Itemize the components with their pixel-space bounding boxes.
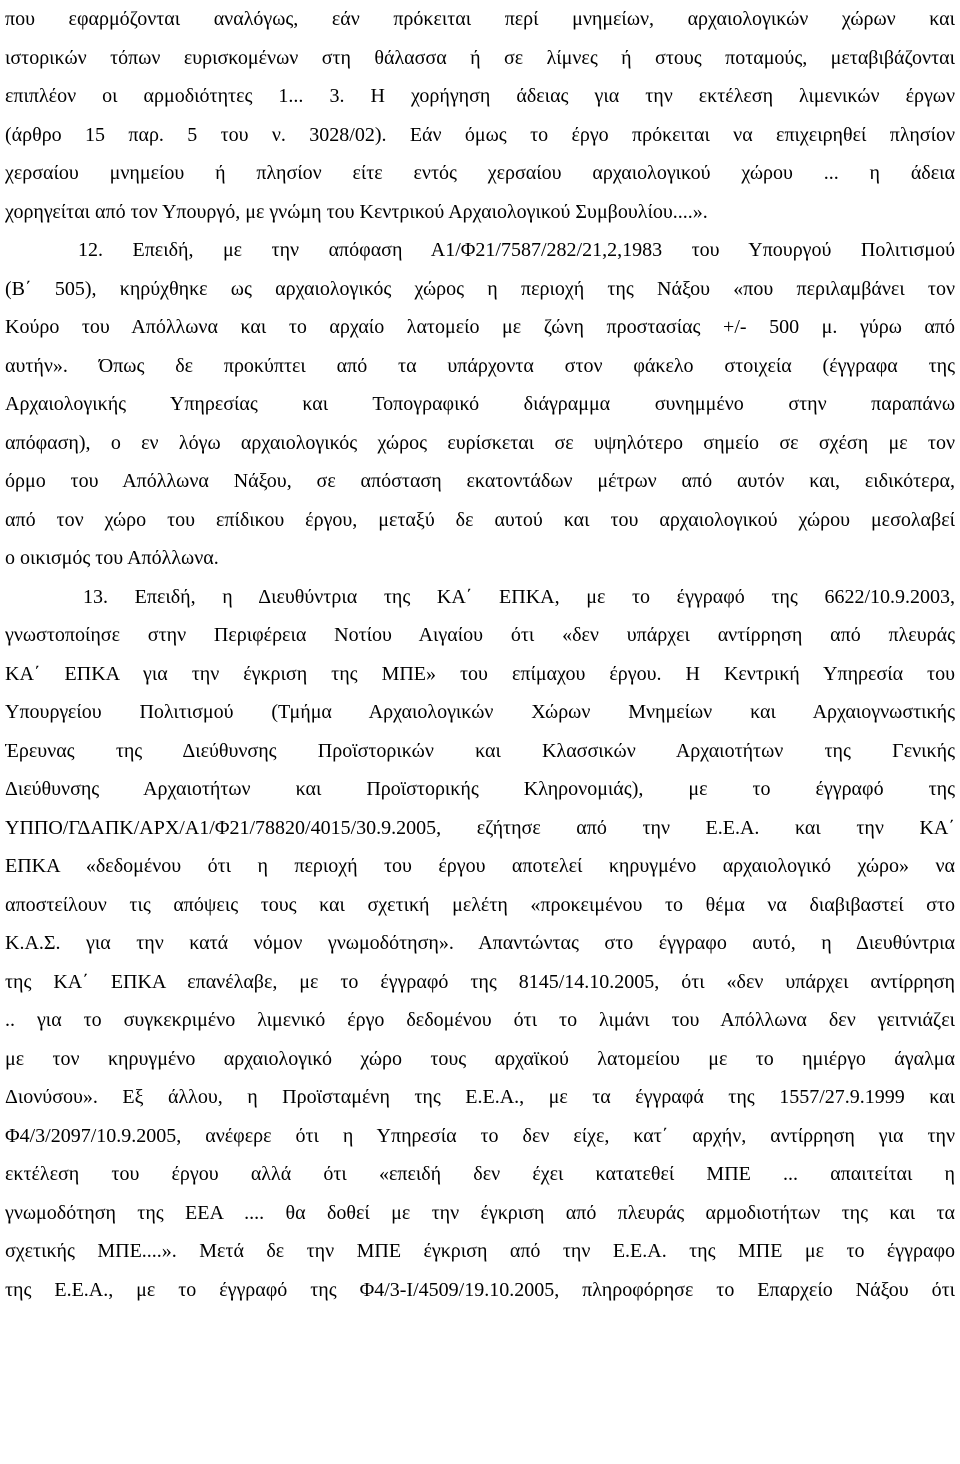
- text-line: ΕΠΚΑ «δεδομένου ότι η περιοχή του έργου αποτελεί κηρυγμένο αρχαιολογικό χώρο» να: [5, 855, 955, 877]
- text-line: [5, 1386, 955, 1425]
- text-line: της ΚΑ΄ ΕΠΚΑ επανέλαβε, με το έγγραφό της 8145/14.10.2005, ότι «δεν υπάρχει αντίρρηση: [5, 970, 955, 993]
- text-line: γνωμοδότηση της ΕΕΑ .... θα δοθεί με την έγκριση από πλευράς αρμοδιοτήτων της και τα: [5, 1201, 955, 1224]
- text-line: .. για το συγκεκριμένο λιμενικό έργο δεδομένου ότι το λιμάνι του Απόλλωνα δεν γειτνιάζει: [5, 1009, 955, 1031]
- text-line: αποστείλουν τις απόψεις τους και σχετική μελέτη «προκειμένου το θέμα να διαβιβαστεί στο: [5, 893, 955, 916]
- text-line: Αρχαιολογικής Υπηρεσίας και Τοπογραφικό διάγραμμα συνημμένο στην παραπάνω: [5, 393, 955, 415]
- text-line: χερσαίου μνημείου ή πλησίον είτε εντός χερσαίου αρχαιολογικού χώρου ... η άδεια: [5, 162, 955, 184]
- text-line: σχετικής ΜΠΕ....». Μετά δε την ΜΠΕ έγκριση από την Ε.Ε.Α. της ΜΠΕ με το έγγραφο: [5, 1240, 955, 1262]
- text-line: από τον χώρο του επίδικου έργου, μεταξύ δε αυτού και του αρχαιολογικού χώρου μεσολαβεί: [5, 508, 955, 531]
- text-line: αυτήν». Όπως δε προκύπτει από τα υπάρχοντα στον φάκελο στοιχεία (έγγραφα της: [5, 354, 955, 377]
- text-line: (άρθρο 15 παρ. 5 του ν. 3028/02). Εάν όμως το έργο πρόκειται να επιχειρηθεί πλησίον: [5, 123, 955, 146]
- text-line: [5, 1309, 955, 1348]
- text-line: ιστορικών τόπων ευρισκομένων στη θάλασσα ή σε λίμνες ή στους ποταμούς, μεταβιβάζονται: [5, 46, 955, 69]
- text-line: με τον κηρυγμένο αρχαιολογικό χώρο τους αρχαϊκού λατομείου με το ημιέργο άγαλμα: [5, 1047, 955, 1070]
- text-line: που εφαρμόζονται αναλόγως, εάν πρόκειται περί μνημείων, αρχαιολογικών χώρων και: [5, 8, 955, 30]
- text-line: γνωστοποίησε στην Περιφέρεια Νοτίου Αιγαίου ότι «δεν υπάρχει αντίρρηση από πλευράς: [5, 624, 955, 646]
- text-line: (Β΄ 505), κηρύχθηκε ως αρχαιολογικός χώρος η περιοχή της Νάξου «που περιλαμβάνει τον: [5, 277, 955, 300]
- text-line: Κούρο του Απόλλωνα και το αρχαίο λατομείο με ζώνη προστασίας +/- 500 μ. γύρω από: [5, 316, 955, 338]
- text-line: χορηγείται από τον Υπουργό, με γνώμη του Κεντρικού Αρχαιολογικού Συμβουλίου....».: [5, 200, 708, 223]
- text-line: Υπουργείου Πολιτισμού (Τμήμα Αρχαιολογικών Χώρων Μνημείων και Αρχαιογνωστικής: [5, 701, 955, 723]
- text-line: όρμο του Απόλλωνα Νάξου, σε απόσταση εκατοντάδων μέτρων από αυτόν και, ειδικότερα,: [5, 470, 955, 492]
- text-line: Διονύσου». Εξ άλλου, η Προϊσταμένη της Ε.Ε.Α., με τα έγγραφά της 1557/27.9.1999 και: [5, 1086, 955, 1108]
- text-line: εκτέλεση του έργου αλλά ότι «επειδή δεν έχει κατατεθεί ΜΠΕ ... απαιτείται η: [5, 1163, 955, 1185]
- text-line: απόφαση), ο εν λόγω αρχαιολογικός χώρος ευρίσκεται σε υψηλότερο σημείο σε σχέση με τον: [5, 431, 955, 454]
- text-line: [5, 1348, 955, 1387]
- text-line: Έρευνας της Διεύθυνσης Προϊστορικών και Κλασσικών Αρχαιοτήτων της Γενικής: [5, 739, 955, 762]
- text-line: ΥΠΠΟ/ΓΔΑΠΚ/ΑΡΧ/Α1/Φ21/78820/4015/30.9.2005, εζήτησε από την Ε.Ε.Α. και την ΚΑ΄: [5, 816, 955, 839]
- text-line: Φ4/3/2097/10.9.2005, ανέφερε ότι η Υπηρεσία το δεν είχε, κατ΄ αρχήν, αντίρρηση για την: [5, 1124, 955, 1147]
- text-line: της Ε.Ε.Α., με το έγγραφό της Φ4/3-Ι/4509/19.10.2005, πληροφόρησε το Επαρχείο Νάξου ότι: [5, 1278, 955, 1301]
- text-line: ο οικισμός του Απόλλωνα.: [5, 547, 219, 569]
- text-line: Διεύθυνσης Αρχαιοτήτων και Προϊστορικής Κληρονομιάς), με το έγγραφό της: [5, 778, 955, 800]
- paragraph-12-start: 12. Επειδή, με την απόφαση Α1/Φ21/7587/282/21,2,1983 του Υπουργού Πολιτισμού: [78, 239, 955, 261]
- text-line: επιπλέον οι αρμοδιότητες 1... 3. Η χορήγηση άδειας για την εκτέλεση λιμενικών έργων: [5, 85, 955, 107]
- paragraph-13-start: 13. Επειδή, η Διευθύντρια της ΚΑ΄ ΕΠΚΑ, με το έγγραφό της 6622/10.9.2003,: [83, 585, 955, 608]
- text-line: ΚΑ΄ ΕΠΚΑ για την έγκριση της ΜΠΕ» του επίμαχου έργου. Η Κεντρική Υπηρεσία του: [5, 662, 955, 685]
- text-line: [5, 1425, 955, 1464]
- text-line: Κ.Α.Σ. για την κατά νόμον γνωμοδότηση». Απαντώντας στο έγγραφο αυτό, η Διευθύντρια: [5, 932, 955, 954]
